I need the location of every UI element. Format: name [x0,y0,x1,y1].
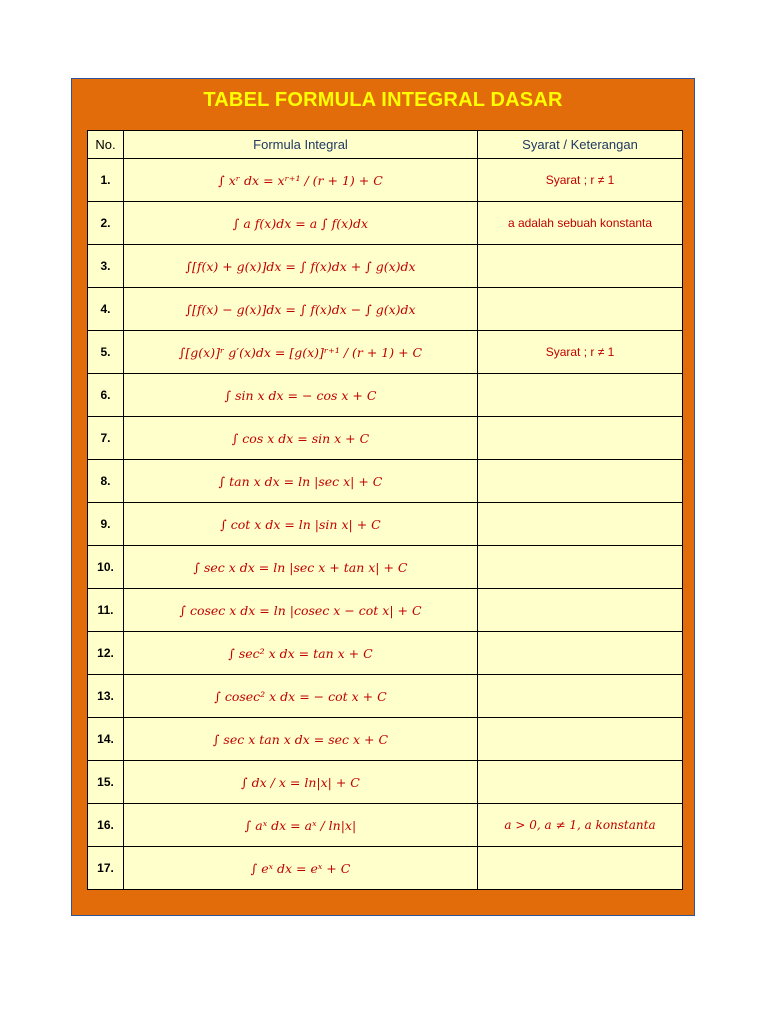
row-number: 3. [88,245,124,288]
row-number: 11. [88,589,124,632]
formula-table-panel [71,78,695,916]
table-row [88,417,683,460]
formula-cell: ∫ sec² x dx = tan x + C [124,632,478,675]
note-cell [478,847,683,890]
row-number: 6. [88,374,124,417]
header-row [88,131,683,159]
row-number: 16. [88,804,124,847]
table-row [88,503,683,546]
formula-cell: ∫ cot x dx = ln |sin x| + C [124,503,478,546]
table-row [88,675,683,718]
row-number: 1. [88,159,124,202]
row-number: 15. [88,761,124,804]
note-cell: a > 0, a ≠ 1, a konstanta [478,804,683,847]
formula-cell: ∫ aˣ dx = aˣ ∕ ln|x| [124,804,478,847]
formula-cell: ∫ xʳ dx = xʳ⁺¹ ∕ (r + 1) + C [124,159,478,202]
note-cell [478,589,683,632]
row-number: 5. [88,331,124,374]
formula-cell: ∫ cos x dx = sin x + C [124,417,478,460]
table-row [88,202,683,245]
table-row [88,804,683,847]
table-row [88,159,683,202]
table-row [88,847,683,890]
note-cell [478,374,683,417]
table-row [88,589,683,632]
header-no: No. [88,131,124,159]
note-cell [478,245,683,288]
note-cell [478,761,683,804]
row-number: 9. [88,503,124,546]
formula-cell: ∫ cosec x dx = ln |cosec x − cot x| + C [124,589,478,632]
header-formula: Formula Integral [124,131,478,159]
note-cell [478,460,683,503]
table-row [88,460,683,503]
formula-cell: ∫ eˣ dx = eˣ + C [124,847,478,890]
formula-cell: ∫[g(x)]ʳ g′(x)dx = [g(x)]ʳ⁺¹ ∕ (r + 1) + C [124,331,478,374]
row-number: 2. [88,202,124,245]
formula-cell: ∫ dx ∕ x = ln|x| + C [124,761,478,804]
note-cell [478,417,683,460]
formula-cell: ∫[f(x) + g(x)]dx = ∫ f(x)dx + ∫ g(x)dx [124,245,478,288]
table-row [88,761,683,804]
formula-cell: ∫ a f(x)dx = a ∫ f(x)dx [124,202,478,245]
formula-table [87,130,683,890]
row-number: 4. [88,288,124,331]
table-row [88,546,683,589]
row-number: 8. [88,460,124,503]
note-cell [478,675,683,718]
row-number: 10. [88,546,124,589]
note-cell [478,288,683,331]
row-number: 17. [88,847,124,890]
note-cell [478,546,683,589]
page-title: TABEL FORMULA INTEGRAL DASAR [203,89,563,111]
formula-cell: ∫[f(x) − g(x)]dx = ∫ f(x)dx − ∫ g(x)dx [124,288,478,331]
table-row [88,632,683,675]
row-number: 12. [88,632,124,675]
note-cell [478,503,683,546]
row-number: 14. [88,718,124,761]
note-cell [478,632,683,675]
table-row [88,331,683,374]
formula-cell: ∫ sec x dx = ln |sec x + tan x| + C [124,546,478,589]
table-row [88,245,683,288]
formula-cell: ∫ sec x tan x dx = sec x + C [124,718,478,761]
row-number: 13. [88,675,124,718]
table-row [88,288,683,331]
note-cell: a adalah sebuah konstanta [478,202,683,245]
note-cell: Syarat ; r ≠ 1 [478,159,683,202]
row-number: 7. [88,417,124,460]
header-note: Syarat / Keterangan [478,131,683,159]
formula-cell: ∫ sin x dx = − cos x + C [124,374,478,417]
note-cell: Syarat ; r ≠ 1 [478,331,683,374]
note-cell [478,718,683,761]
formula-cell: ∫ tan x dx = ln |sec x| + C [124,460,478,503]
table-row [88,374,683,417]
table-row [88,718,683,761]
formula-cell: ∫ cosec² x dx = − cot x + C [124,675,478,718]
